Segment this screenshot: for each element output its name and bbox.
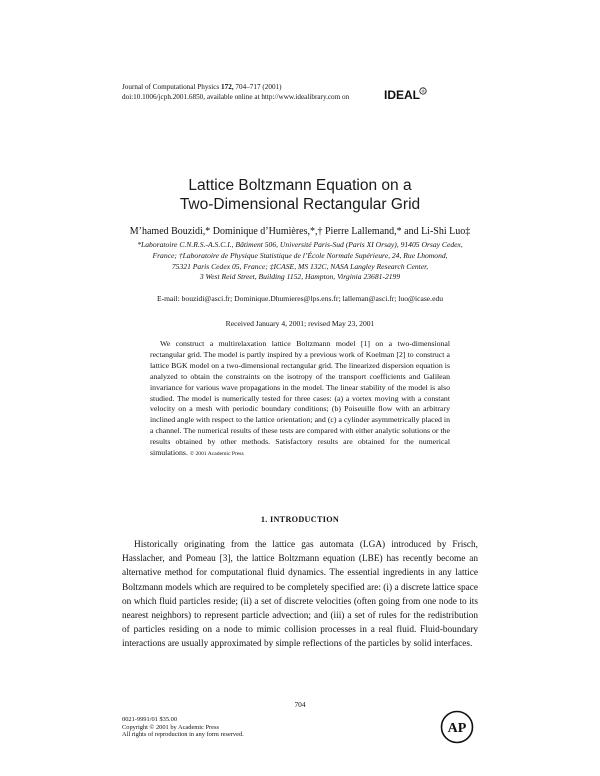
logo-letters: AP xyxy=(447,721,467,736)
affiliation-line: 3 West Reid Street, Building 1152, Hampton, Virginia 23681-2199 xyxy=(199,272,401,282)
affiliations xyxy=(118,240,482,283)
introduction-paragraph: Historically originating from the lattice gas automata (LGA) introduced by Frisch, Hasslacher, and Pomeau [3], the lattice Boltzmann equation (LBE) has recently become an alternative method for computational fluid dynamics. The essential ingredients in any lattice Boltzmann models which are required to be completely specified are: (i) a discrete lattice space on which fluid particles reside; (ii) a set of discrete velocities (often going from one node to its nearest neighbors) to represent particle advection; and (iii) a set of rules for the redistribution of particles residing on a node to mimic collision processes in a real fluid. Fluid-boundary interactions are usually approximated by simple reflections of the particles by solid interfaces. xyxy=(122,540,478,650)
footer-line: All rights of reproduction in any form reserved. xyxy=(122,731,244,739)
email-addresses: E-mail: bouzidi@asci.fr; Dominique.Dhumieres@lps.ens.fr; lalleman@asci.fr; luo@icase.edu xyxy=(156,294,444,303)
received-dates: Received January 4, 2001; revised May 23, 2001 xyxy=(225,319,375,328)
affiliation-line: 75321 Paris Cedex 05, France; ‡ICASE, MS 132C, NASA Langley Research Center, xyxy=(171,261,429,271)
academic-press-logo xyxy=(440,710,474,744)
affiliation-line: France; †Laboratoire de Physique Statistique de l’École Normale Supérieure, 24, Rue Lhomond, xyxy=(152,250,448,260)
affiliation-line: *Laboratoire C.N.R.S.-A.S.C.I., Bâtiment 506, Université Paris-Sud (Paris XI Orsay), 91405 Orsay Cedex, xyxy=(137,240,463,249)
journal-citation: Journal of Computational Physics 172, 704–717 (2001) xyxy=(122,83,282,91)
section-heading: 1. INTRODUCTION xyxy=(260,515,340,524)
ideal-logo xyxy=(384,86,428,102)
registered-mark: ® xyxy=(421,89,425,94)
abstract-text: We construct a multirelaxation lattice Boltzmann model [1] on a two-dimensional rectangular grid. The model is partly inspired by a previous work of Koelman [2] to construct a lattice BGK model on a two-dimensional rectangular grid. The linearized dispersion equation is analyzed to obtain the constraints on the isotropy of the transport coefficients and Galilean invariance for various wave propagations in the model. The linear stability of the model is also studied. The model is numerically tested for three cases: (a) a vortex moving with a constant velocity on a mesh with periodic boundary conditions; (b) Poiseuille flow with an arbitrary inclined angle with respect to the lattice orientation; and (c) a cylinder asymmetrically placed in a channel. The numerical results of these tests are compared with either analytic solutions or the results obtained by other methods. Satisfactory results are obtained for the numerical simulations. xyxy=(150,339,450,458)
ideal-logo-text: IDEAL xyxy=(384,88,420,102)
title-line-2: Two-Dimensional Rectangular Grid xyxy=(179,196,421,213)
title-line-1: Lattice Boltzmann Equation on a xyxy=(188,177,412,194)
abstract xyxy=(150,339,450,460)
paper-title xyxy=(100,176,500,214)
journal-doi: doi:10.1006/jcph.2001.6850, available online at http://www.idealibrary.com on xyxy=(122,93,350,101)
footer-line: Copyright © 2001 by Academic Press xyxy=(122,723,219,731)
page-number: 704 xyxy=(294,700,306,709)
authors: M’hamed Bouzidi,* Dominique d’Humières,*,† Pierre Lallemand,* and Li-Shi Luo‡ xyxy=(129,226,471,237)
abstract-copyright: © 2001 Academic Press xyxy=(189,451,244,458)
copyright-footer xyxy=(122,716,244,739)
footer-line: 0021-9991/01 $35.00 xyxy=(122,716,178,723)
journal-header xyxy=(122,82,349,102)
